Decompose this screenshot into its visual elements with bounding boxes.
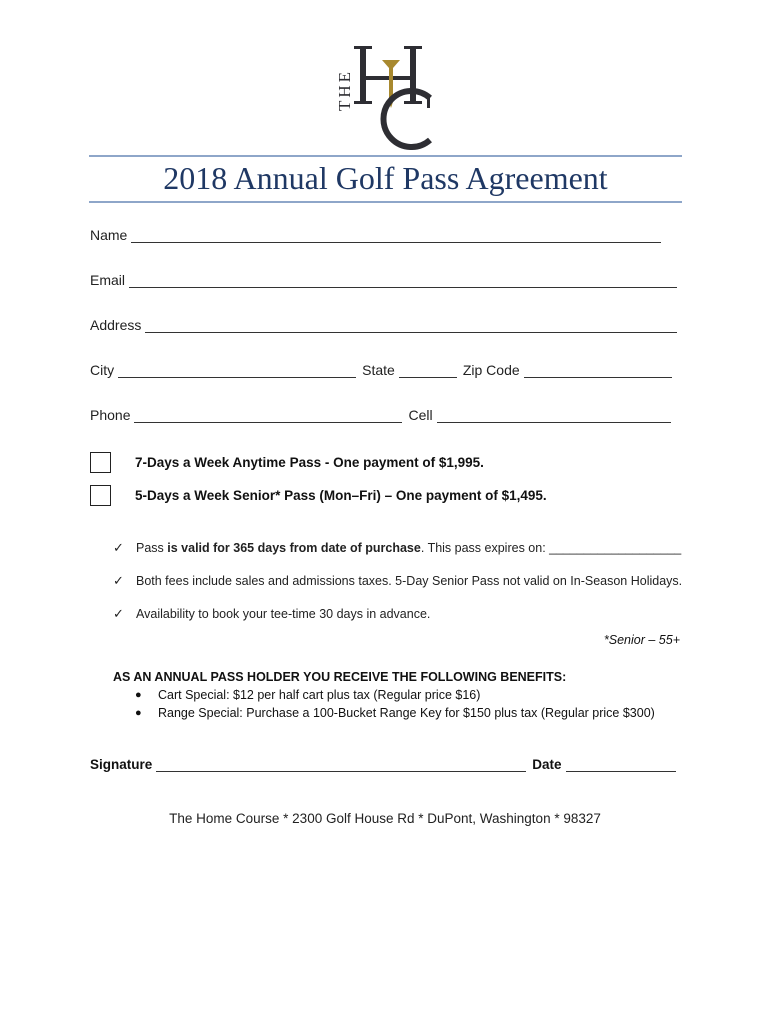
benefits-heading: AS AN ANNUAL PASS HOLDER YOU RECEIVE THE FOLLOWING BENEFITS:	[113, 670, 567, 684]
footer-address: The Home Course * 2300 Golf House Rd * DuPont, Washington * 98327	[169, 811, 601, 826]
date-input-line[interactable]	[566, 757, 676, 772]
name-input-line[interactable]	[131, 228, 661, 243]
senior-pass-label: 5-Days a Week Senior* Pass (Mon–Fri) – One payment of $1,495.	[135, 488, 547, 503]
phone-cell-row	[90, 407, 677, 423]
phone-label: Phone	[90, 407, 131, 423]
term-item-booking	[113, 606, 430, 622]
anytime-pass-checkbox[interactable]	[90, 452, 111, 473]
term-booking-text: Availability to book your tee-time 30 days in advance.	[136, 607, 431, 621]
term-validity-pre: Pass	[136, 541, 164, 555]
pass-option-anytime	[90, 452, 484, 473]
page-title: 2018 Annual Golf Pass Agreement	[163, 160, 608, 196]
term-validity-bold: is valid for 365 days from date of purchase	[167, 541, 421, 555]
name-field-row	[90, 227, 667, 243]
city-input-line[interactable]	[118, 363, 356, 378]
benefit-range-text: Range Special: Purchase a 100-Bucket Range Key for $150 plus tax (Regular price $300)	[158, 706, 655, 720]
pass-option-senior	[90, 485, 547, 506]
cell-input-line[interactable]	[437, 408, 671, 423]
cell-label: Cell	[408, 407, 433, 423]
zip-label: Zip Code	[462, 362, 520, 378]
term-item-fees	[113, 573, 682, 589]
email-input-line[interactable]	[129, 273, 677, 288]
city-state-zip-row	[90, 362, 678, 378]
anytime-pass-label: 7-Days a Week Anytime Pass - One payment of $1,995.	[135, 455, 484, 470]
term-validity-post: . This pass expires on: ___________________	[420, 541, 682, 555]
signature-label: Signature	[90, 757, 153, 772]
signature-row	[90, 757, 682, 772]
city-label: City	[90, 362, 115, 378]
state-label: State	[362, 362, 395, 378]
term-fees-text: Both fees include sales and admissions taxes. 5-Day Senior Pass not valid on In-Season Holidays.	[136, 574, 683, 588]
senior-pass-checkbox[interactable]	[90, 485, 111, 506]
benefit-item-range	[135, 706, 655, 720]
phone-input-line[interactable]	[134, 408, 402, 423]
bullet-icon: ●	[135, 707, 142, 719]
term-item-validity	[113, 540, 681, 556]
date-label: Date	[532, 757, 562, 772]
checkmark-icon: ✓	[113, 540, 124, 555]
email-field-row	[90, 272, 683, 288]
checkmark-icon: ✓	[113, 606, 124, 621]
address-label: Address	[90, 317, 142, 333]
bullet-icon: ●	[135, 689, 142, 701]
name-label: Name	[90, 227, 128, 243]
address-field-row	[90, 317, 683, 333]
email-label: Email	[90, 272, 126, 288]
benefit-cart-text: Cart Special: $12 per half cart plus tax (Regular price $16)	[158, 688, 481, 702]
logo-the-text: THE	[335, 68, 354, 112]
checkmark-icon: ✓	[113, 573, 124, 588]
senior-age-note: *Senior – 55+	[603, 633, 680, 647]
address-input-line[interactable]	[145, 318, 677, 333]
signature-input-line[interactable]	[156, 757, 526, 772]
logo-hc-mark	[330, 40, 440, 150]
logo	[330, 40, 440, 150]
benefit-item-cart	[135, 688, 480, 702]
state-input-line[interactable]	[399, 363, 457, 378]
title-bottom-rule	[89, 201, 682, 203]
zip-input-line[interactable]	[524, 363, 672, 378]
